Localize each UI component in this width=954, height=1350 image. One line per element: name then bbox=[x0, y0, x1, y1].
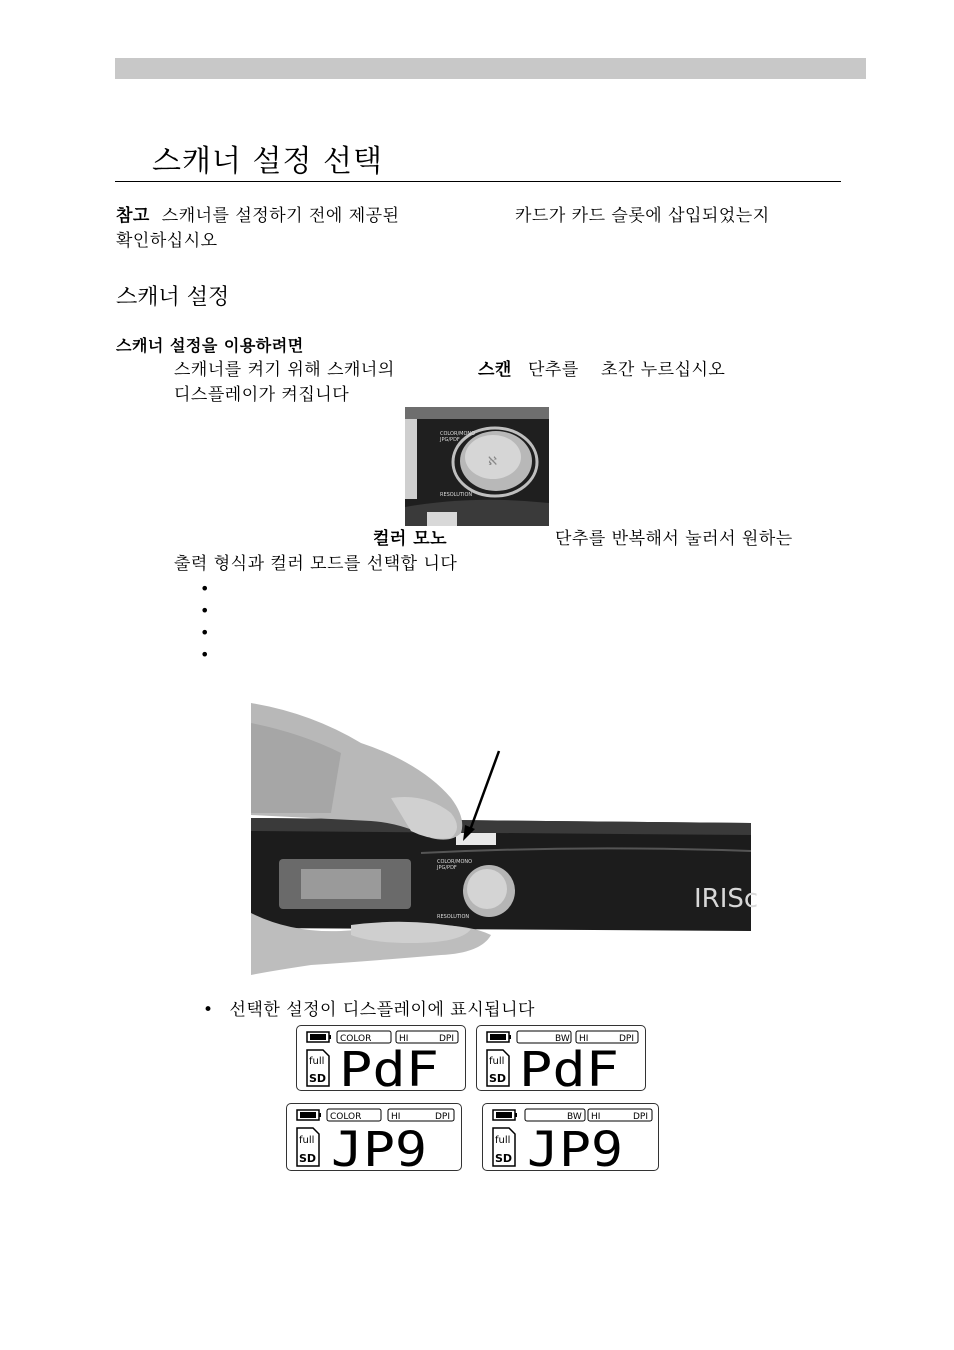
note-text-line2: 확인하십시오 bbox=[116, 231, 218, 251]
step1-text-b: 단추를 bbox=[528, 360, 579, 380]
lcd4-unit: DPI bbox=[633, 1112, 649, 1122]
lcd3-format: JP9 bbox=[331, 1122, 427, 1178]
title-divider bbox=[115, 181, 841, 182]
subheading: 스캐너 설정을 이용하려면 bbox=[116, 336, 304, 355]
lcd1-mode: COLOR bbox=[340, 1034, 372, 1044]
small-photo-color-mono: COLOR/MONO bbox=[440, 431, 476, 437]
lcd1-res: HI bbox=[399, 1034, 409, 1044]
small-photo-resolution: RESOLUTION bbox=[440, 492, 473, 498]
lcd2-card-bottom: SD bbox=[489, 1072, 507, 1085]
bullet-4: • bbox=[200, 645, 210, 664]
bullet-2: • bbox=[200, 601, 210, 620]
lcd4-res: HI bbox=[591, 1112, 601, 1122]
note-text-a: 스캐너를 설정하기 전에 제공된 bbox=[161, 206, 400, 226]
bullet-1: • bbox=[200, 579, 210, 598]
lcd1-card-bottom: SD bbox=[309, 1072, 327, 1085]
step1-text-a: 스캐너를 켜기 위해 스캐너의 bbox=[174, 360, 395, 380]
lcd3-res: HI bbox=[391, 1112, 401, 1122]
step2-text-a: 단추를 반복해서 눌러서 원하는 bbox=[555, 529, 793, 549]
step1-scan-label: 스캔 bbox=[478, 360, 512, 380]
lcd4-card-bottom: SD bbox=[495, 1152, 513, 1165]
step2-color-mono-label: 컬러 모노 bbox=[373, 529, 448, 549]
lcd-panel-color-pdf bbox=[296, 1025, 466, 1098]
lcd3-card-top: full bbox=[299, 1135, 315, 1146]
note-label: 참고 bbox=[116, 206, 150, 226]
lcd1-card-top: full bbox=[309, 1056, 325, 1067]
header-bar bbox=[115, 58, 866, 79]
lcd2-mode: BW bbox=[555, 1034, 570, 1044]
lcd1-format: PdF bbox=[339, 1042, 439, 1098]
note-line-1 bbox=[116, 205, 399, 227]
lcd3-card-bottom: SD bbox=[299, 1152, 317, 1165]
brand-logo: IRISc bbox=[694, 884, 759, 914]
big-photo-color-mono: COLOR/MONO bbox=[437, 859, 473, 865]
step2-line2: 출력 형식과 컬러 모드를 선택합 니다 bbox=[174, 554, 458, 574]
lcd3-mode: COLOR bbox=[330, 1112, 362, 1122]
scan-button-photo bbox=[405, 407, 549, 526]
lcd1-unit: DPI bbox=[439, 1034, 455, 1044]
lcd3-unit: DPI bbox=[435, 1112, 451, 1122]
step1-line2: 디스플레이가 켜집니다 bbox=[174, 385, 350, 405]
final-bullet bbox=[203, 999, 535, 1021]
scanner-hand-photo bbox=[251, 703, 759, 975]
bullet-3: • bbox=[200, 623, 210, 642]
big-photo-jpg-pdf: JPG/PDF bbox=[437, 865, 457, 871]
section-title: 스캐너 설정 bbox=[116, 285, 230, 310]
big-photo-resolution: RESOLUTION bbox=[437, 914, 470, 920]
step1-text-c: 초간 누르십시오 bbox=[601, 360, 726, 380]
lcd2-card-top: full bbox=[489, 1056, 505, 1067]
lcd4-mode: BW bbox=[567, 1112, 582, 1122]
final-bullet-text: 선택한 설정이 디스플레이에 표시됩니다 bbox=[229, 1000, 535, 1020]
lcd-panel-color-jpg bbox=[286, 1103, 462, 1178]
lcd2-unit: DPI bbox=[619, 1034, 635, 1044]
small-photo-jpg-pdf: JPG/PDF bbox=[440, 437, 460, 443]
note-text-b: 카드가 카드 슬롯에 삽입되었는지 bbox=[515, 206, 770, 226]
lcd-panel-bw-jpg bbox=[482, 1103, 659, 1178]
svg-text:ℵ: ℵ bbox=[488, 454, 497, 468]
final-bullet-dot: • bbox=[203, 1000, 214, 1020]
lcd-panel-bw-pdf bbox=[476, 1025, 646, 1098]
page-title: 스캐너 설정 선택 bbox=[152, 144, 383, 179]
lcd4-card-top: full bbox=[495, 1135, 511, 1146]
lcd4-format: JP9 bbox=[527, 1122, 623, 1178]
lcd2-format: PdF bbox=[519, 1042, 619, 1098]
lcd2-res: HI bbox=[579, 1034, 589, 1044]
